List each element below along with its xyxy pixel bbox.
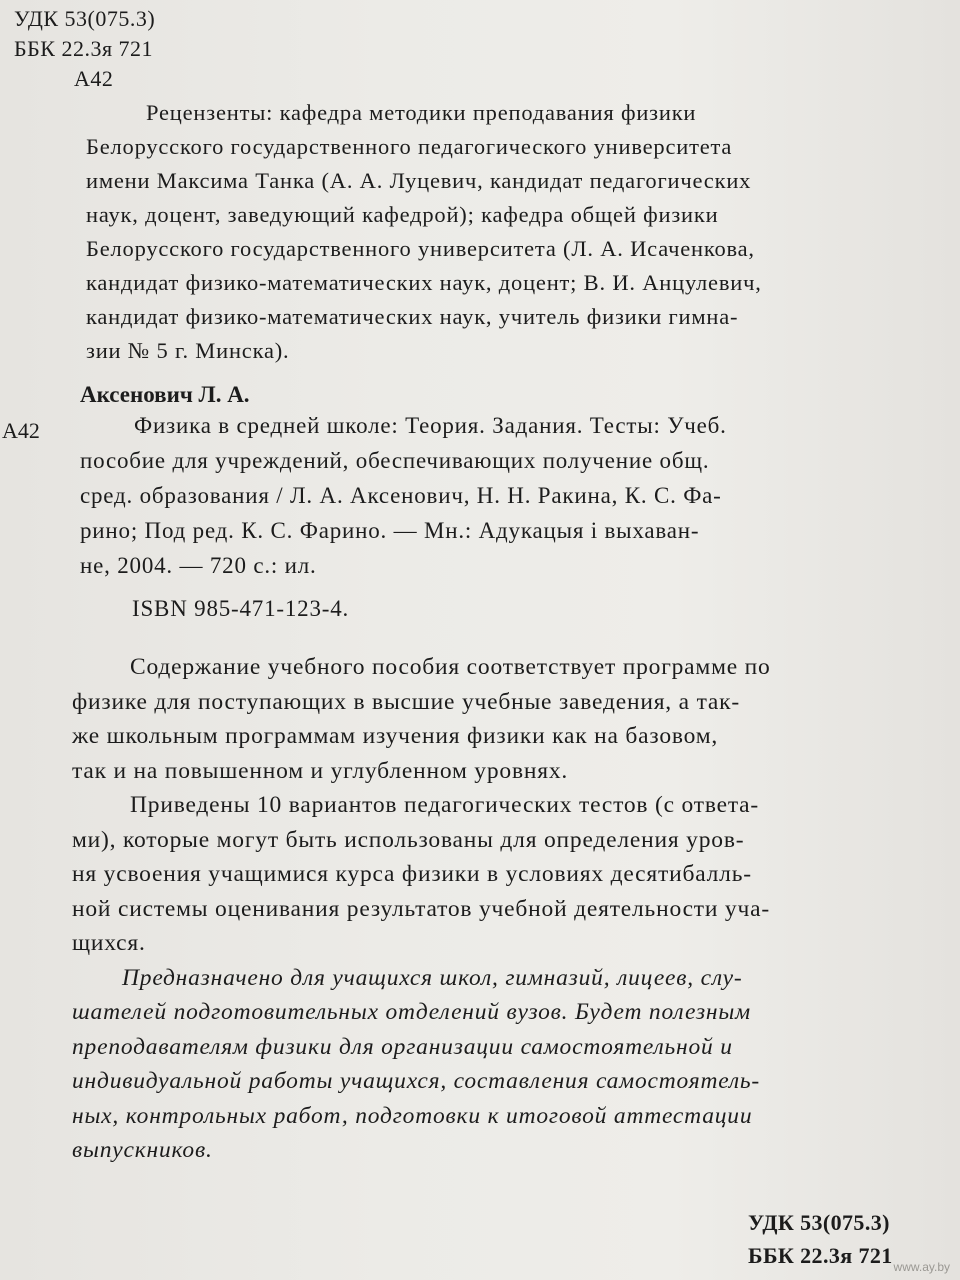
isbn: ISBN 985-471-123-4. (132, 596, 350, 621)
annotation-line-italic: преподавателям физики для организации самостоятельной и (72, 1033, 733, 1060)
reviewer-line: Белорусского государственного университета (Л. А. Исаченкова, (86, 236, 755, 261)
annotation-line-italic: Предназначено для учащихся школ, гимназий, лицеев, слу- (122, 964, 743, 991)
bleed-through-shadow (250, 10, 268, 60)
annotation-line: ми), которые могут быть использованы для определения уров- (72, 826, 745, 853)
bibliographic-description (80, 408, 920, 583)
annotation-line-italic: шателей подготовительных отделений вузов. Будет полезным (72, 999, 751, 1025)
reviewer-line: Рецензенты: кафедра методики преподавания физики (146, 100, 697, 125)
annotation-line: Содержание учебного пособия соответствует программе по (130, 654, 771, 680)
reviewer-line: кандидат физико-математических наук, доцент; В. И. Анцулевич, (86, 270, 762, 295)
annotation-line: ня усвоения учащимися курса физики в условиях десятибалль- (72, 861, 752, 887)
annotation-line-italic: ных, контрольных работ, подготовки к итоговой аттестации (72, 1102, 753, 1129)
author-mark: А42 (74, 66, 114, 91)
biblio-line: пособие для учреждений, обеспечивающих получение общ. (80, 448, 710, 473)
biblio-line: не, 2004. — 720 с.: ил. (80, 553, 317, 578)
udk-code: УДК 53(075.3) (14, 6, 156, 31)
annotation-line: щихся. (72, 930, 146, 956)
classification-codes-top (14, 4, 155, 94)
site-watermark: www.ay.by (893, 1260, 950, 1274)
annotation-line-italic: выпускников. (72, 1137, 213, 1163)
bbk-code-bottom: ББК 22.3я 721 (748, 1243, 893, 1268)
classification-codes-bottom (748, 1206, 893, 1272)
reviewer-line: кандидат физико-математических наук, учитель физики гимна- (86, 304, 739, 329)
annotation-line-italic: индивидуальной работы учащихся, составления самостоятель- (72, 1068, 761, 1094)
reviewer-line: имени Максима Танка (А. А. Луцевич, кандидат педагогических (86, 168, 752, 193)
bbk-code: ББК 22.3я 721 (14, 36, 154, 61)
annotation-line: ной системы оценивания результатов учебной деятельности уча- (72, 895, 770, 922)
biblio-line: сред. образования / Л. А. Аксенович, Н. Н. Ракина, К. С. Фа- (80, 483, 722, 508)
udk-code-bottom: УДК 53(075.3) (748, 1210, 890, 1235)
reviewer-line: зии № 5 г. Минска). (86, 338, 290, 363)
reviewers-block (86, 96, 926, 368)
biblio-line: Физика в средней школе: Теория. Задания. Тесты: Учеб. (134, 413, 727, 438)
annotation-line: так и на повышенном и углубленном уровнях. (72, 757, 569, 784)
annotation (72, 650, 932, 1168)
annotation-line: Приведены 10 вариантов педагогических тестов (с ответа- (130, 792, 760, 818)
annotation-line: физике для поступающих в высшие учебные заведения, а так- (72, 688, 740, 715)
annotation-line: же школьным программам изучения физики как на базовом, (72, 723, 719, 749)
reviewer-line: наук, доцент, заведующий кафедрой); кафедра общей физики (86, 202, 719, 227)
book-author: Аксенович Л. А. (80, 382, 250, 407)
biblio-line: рино; Под ред. К. С. Фарино. — Мн.: Адукацыя і выхаван- (80, 518, 700, 543)
left-author-mark: А42 (2, 418, 40, 443)
reviewer-line: Белорусского государственного педагогического университета (86, 134, 733, 159)
